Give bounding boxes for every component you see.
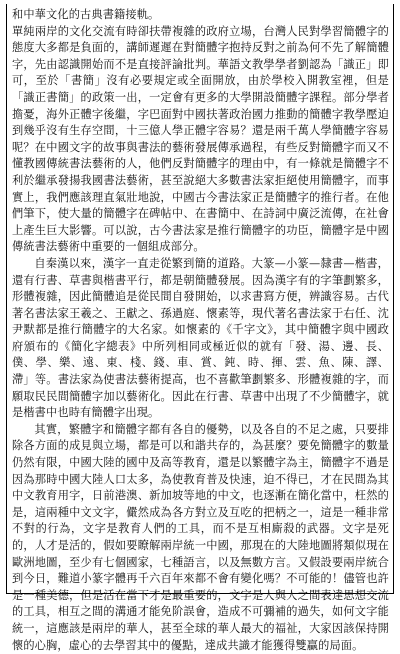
paragraph-3: 其實，繁體字和簡體字都有各自的優勢，以及各自的不足之處，只要排除各方面的成見與立場，都是可以和諧共存的，為甚麼？要免簡體字的數量仍然有限，中國大陸的國中及高等教育，還是以繁體字為主，簡體字不過是因為那時中國大陸人口太多，為使教育普及快速，迫不得已，才在民間為其中文教育用字，日前港澳、新加坡等地的中文，也逐漸在簡化當中，枉然的是，這兩種中文文字，儼然成為各方對立及互吃的把柄之一，這是一種非常不對的行為，文字是教育人們的工具，而不是互相廝殺的武器。文字是死的，人才是活的，假如要瞭解兩岸統一中國，那現在的大陸地圖將類似現在歐洲地圖，至少有七個國家，七種語言，以及無數方言。又假設要兩岸統合到今日，難道小篆字體再千六百年來都不會有變化嗎？不可能的！儘管也許是一種美德，但是活在當下才是最重要的，文字是人與人之間表達思想交流的工具，相互之間的溝通才能免阶誤會，造成不可彌補的過失，如何文字能統一，這應該是兩岸的華人，甚至全球的華人最大的福祉，大家因該保持開懷的心胸，虛心的去學習其中的優點，達成共識才能獲得雙贏的局面。 — [12, 422, 389, 652]
paragraph-1: 和中華文化的古典書籍接軌。 單純兩岸的文化交流有時卻扶帶複雜的政府立場，台灣人民對學習簡體字的態度大多都是負面的，講師遲遲在對簡體字抱持反對之前為何不先了解簡體字，先由認識開始而不是直接評論批判。華語文教學學者劉認為「識正」即可，至於「書簡」沒有必要規定或全面開放，由於學校入開教室裡，但是「識正書簡」的政策一出，一定會有更多的大學開設簡體字課程。部分學者擔憂，海外正體字後繼，字巴面對中國扶著政治國力推動的簡體字教學壓迫到幾乎沒有生存空間，十三億人學正體字容易？還是兩千萬人學簡體字容易呢？在中國文字的故事與書法的藝術發展傳承過程，有些反對簡體字而又不懂教國傳統書法藝術的人，他們反對簡體字的理由中，有一條就是簡體字不利於繼承發揚我國書法藝術，甚至說絕大多數書法家拒絕使用簡體字，而事實上，我們應該理直氣壯地說，中國古今書法家正是簡體字的推行者。在他們筆下，使大量的簡體字在碑帖中、在書簡中、在詩詞中廣泛流傳，在社會上產生巨大影響。可以說，古今書法家是推行簡體字的功臣，簡體字是中國傳統書法藝術中重要的一個組成部分。 — [12, 8, 389, 254]
paragraph-2: 自秦漢以來，漢字一直走從繁到簡的道路。大篆—小篆—隸書—楷書，還有行書、草書與楷書平行，都是朝簡體發展。因為漢字有的字筆劃繁多，形體複雜，因此簡體追是從民間自發開始，以求書寫方便，辨識容易。古代著名書法家王羲之、王獻之、孫過庭、懷素等，現代著名書法家于右任、沈尹默都是推行簡體字的大名家。如懷素的《千字文》，其中簡體字與中國政府頒布的《簡化字總表》中所列相同或極近似的就有「發、湯、邊、長、僕、學、樂、遠、東、棧、錢、車、賞、鈍、時、揮、雲、魚、陳、譯、滯」等。書法家為使書法藝術提高，也不喜歡筆劃繁多、形體複雜的字，而願取民民間簡體字加以藝術化。因此在行書、草書中出現了不少簡體字，就是楷書中也時有簡體字出現。 — [12, 256, 389, 420]
document-page — [6, 4, 394, 652]
